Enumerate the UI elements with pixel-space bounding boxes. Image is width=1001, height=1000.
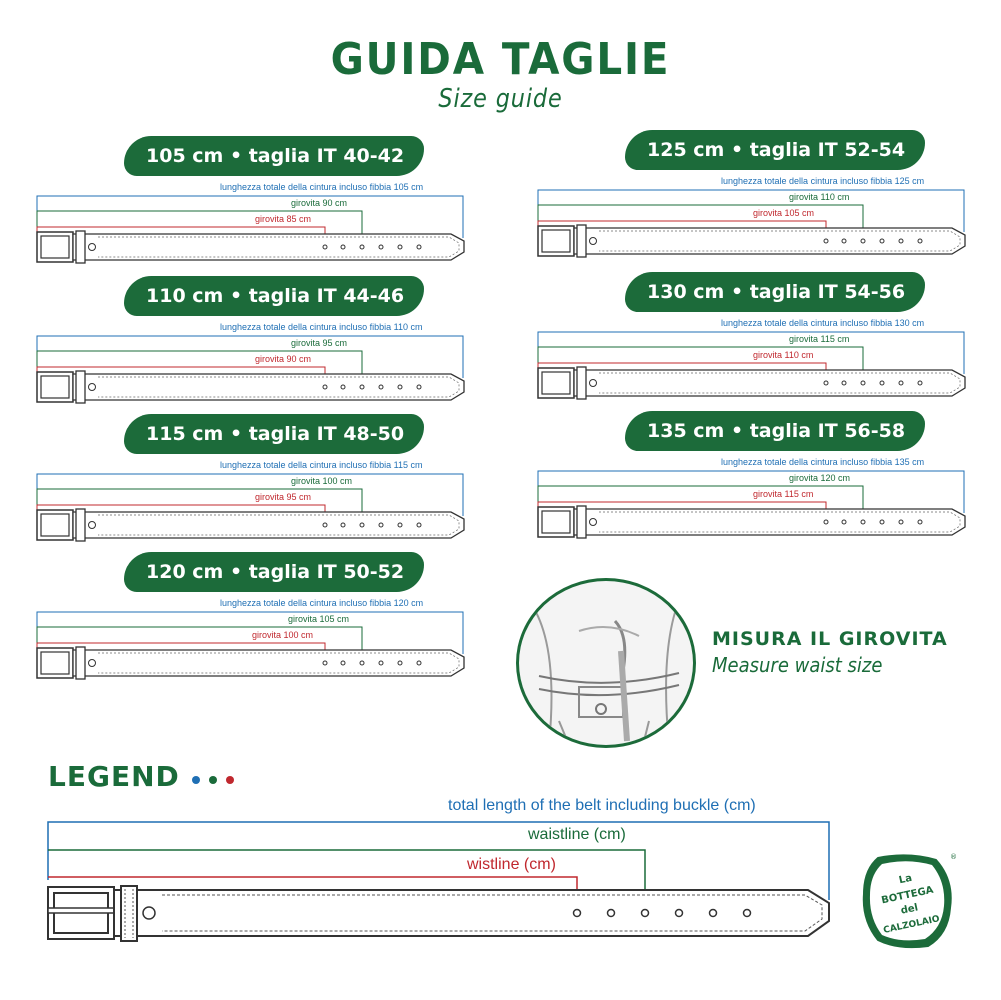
size-tab: 110 cm • taglia IT 44-46 — [124, 276, 424, 316]
waistline-label: girovita 110 cm — [789, 192, 850, 202]
hipline-label: girovita 105 cm — [753, 208, 815, 218]
hipline-label: girovita 90 cm — [255, 354, 312, 364]
legend-total-label: total length of the belt including buckle (cm) — [448, 797, 756, 814]
logo-text-calzolaio: CALZOLAIO — [882, 914, 941, 936]
size-tab: 130 cm • taglia IT 54-56 — [625, 272, 925, 312]
size-tab: 125 cm • taglia IT 52-54 — [625, 130, 925, 170]
total-length-label: lunghezza totale della cintura incluso fibbia 120 cm — [220, 598, 424, 608]
size-tab: 105 cm • taglia IT 40-42 — [124, 136, 424, 176]
total-length-label: lunghezza totale della cintura incluso fibbia 135 cm — [721, 457, 925, 467]
total-length-label: lunghezza totale della cintura incluso fibbia 115 cm — [220, 460, 423, 470]
waistline-label: girovita 95 cm — [291, 338, 348, 348]
size-tab: 115 cm • taglia IT 48-50 — [124, 414, 424, 454]
hipline-label: girovita 110 cm — [753, 350, 814, 360]
measure-title: MISURA IL GIROVITA — [712, 628, 948, 650]
waistline-label: girovita 90 cm — [291, 198, 348, 208]
hipline-label: girovita 115 cm — [753, 489, 814, 499]
logo-text-la: La — [897, 872, 914, 887]
logo-registered-mark: ® — [950, 853, 957, 861]
bottega-logo — [858, 850, 958, 950]
hipline-label: girovita 100 cm — [252, 630, 314, 640]
waistline-label: girovita 105 cm — [288, 614, 350, 624]
legend-waist-label: waistline (cm) — [528, 826, 626, 843]
total-length-label: lunghezza totale della cintura incluso fibbia 110 cm — [220, 322, 423, 332]
total-length-label: lunghezza totale della cintura incluso fibbia 105 cm — [220, 182, 424, 192]
waistline-label: girovita 115 cm — [789, 334, 850, 344]
hipline-label: girovita 95 cm — [255, 492, 312, 502]
legend-title: LEGEND — [48, 760, 180, 793]
logo-text-del: del — [899, 902, 920, 917]
measure-subtitle: Measure waist size — [712, 653, 883, 677]
waistline-label: girovita 100 cm — [291, 476, 353, 486]
page-subtitle: Size guide — [438, 84, 563, 114]
total-length-label: lunghezza totale della cintura incluso fibbia 130 cm — [721, 318, 925, 328]
legend-hip-label: wistline (cm) — [467, 856, 556, 873]
size-tab: 135 cm • taglia IT 56-58 — [625, 411, 925, 451]
hipline-label: girovita 85 cm — [255, 214, 312, 224]
waistline-label: girovita 120 cm — [789, 473, 851, 483]
page-title: GUIDA TAGLIE — [330, 34, 671, 85]
size-tab: 120 cm • taglia IT 50-52 — [124, 552, 424, 592]
total-length-label: lunghezza totale della cintura incluso fibbia 125 cm — [721, 176, 925, 186]
logo-text-bottega: BOTTEGA — [880, 884, 935, 907]
